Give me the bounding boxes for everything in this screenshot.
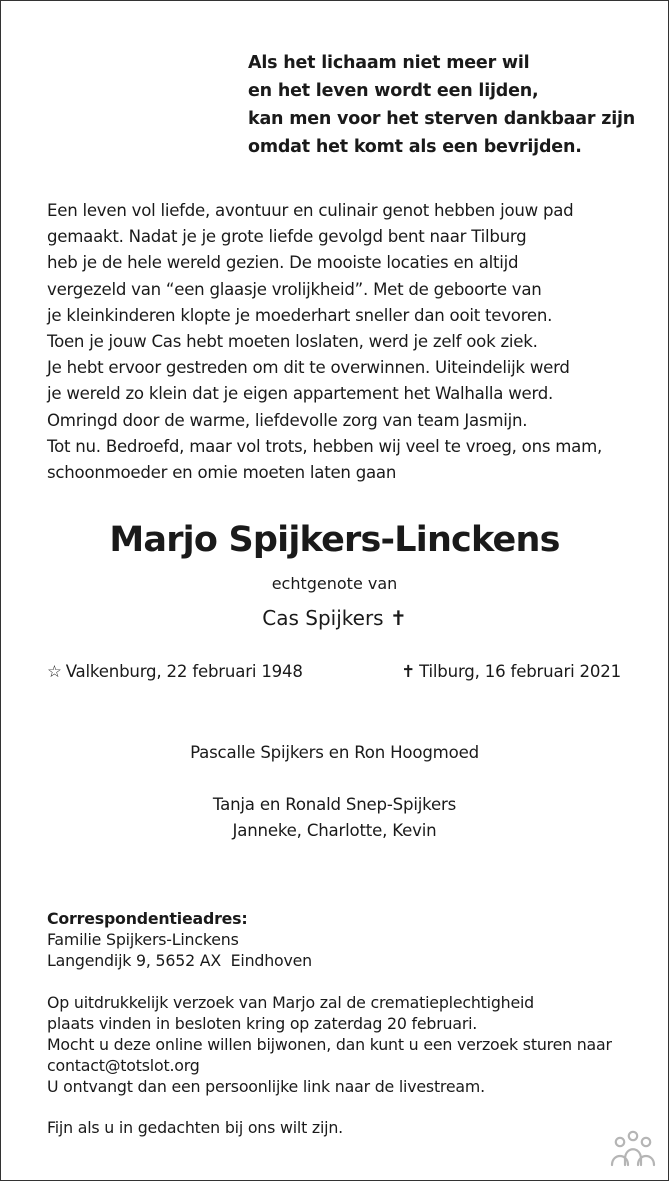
- ceremony-notice: [47, 992, 647, 1097]
- tribute-text: [47, 198, 647, 486]
- spouse-name: Cas Spijkers ✝: [262, 606, 407, 630]
- family-line: Janneke, Charlotte, Kevin: [232, 821, 437, 840]
- tribute-line: Toen je jouw Cas hebt moeten loslaten, werd je zelf ook ziek.: [47, 332, 538, 352]
- poem-line: kan men voor het sterven dankbaar zijn: [248, 109, 636, 129]
- tribute-line: heb je de hele wereld gezien. De mooiste locaties en altijd: [47, 253, 519, 273]
- spouse-label: echtgenote van: [271, 574, 398, 593]
- tribute-line: gemaakt. Nadat je je grote liefde gevolgd bent naar Tilburg: [47, 227, 527, 247]
- poem: [248, 49, 658, 161]
- family-line: Pascalle Spijkers en Ron Hoogmoed: [190, 743, 479, 762]
- tribute-line: Je hebt ervoor gestreden om dit te overwinnen. Uiteindelijk werd: [47, 358, 570, 378]
- birth-info: [47, 660, 303, 684]
- tribute-line: Omringd door de warme, liefdevolle zorg van team Jasmijn.: [47, 410, 528, 430]
- contact-email: contact@totslot.org: [47, 1056, 200, 1075]
- correspondence-title: Correspondentieadres:: [47, 909, 248, 928]
- birth-place-date: Valkenburg, 22 februari 1948: [65, 662, 303, 681]
- notice-line: Mocht u deze online willen bijwonen, dan kunt u een verzoek sturen naar: [47, 1035, 612, 1054]
- poem-line: omdat het komt als een bevrijden.: [248, 137, 582, 157]
- correspondence-line: Langendijk 9, 5652 AX Eindhoven: [47, 951, 312, 970]
- tribute-line: je wereld zo klein dat je eigen appartement het Walhalla werd.: [47, 384, 554, 404]
- notice-line: U ontvangt dan een persoonlijke link naar de livestream.: [47, 1077, 485, 1096]
- notice-line: Op uitdrukkelijk verzoek van Marjo zal de crematieplechtigheid: [47, 993, 535, 1012]
- correspondence-address: [47, 908, 647, 971]
- closing-line: Fijn als u in gedachten bij ons wilt zijn.: [47, 1118, 343, 1137]
- tribute-line: Tot nu. Bedroefd, maar vol trots, hebben wij veel te vroeg, ons mam,: [47, 436, 603, 456]
- star-icon: ☆: [47, 662, 62, 681]
- family-group-icon: [609, 1129, 657, 1167]
- poem-line: en het leven wordt een lijden,: [248, 81, 539, 101]
- tribute-line: Een leven vol liefde, avontuur en culinair genot hebben jouw pad: [47, 201, 574, 220]
- poem-line: Als het lichaam niet meer wil: [248, 53, 530, 73]
- correspondence-line: Familie Spijkers-Linckens: [47, 930, 239, 949]
- cross-icon: ✝: [401, 662, 416, 681]
- tribute-line: je kleinkinderen klopte je moederhart sneller dan ooit tevoren.: [47, 305, 553, 325]
- family-line: Tanja en Ronald Snep-Spijkers: [212, 795, 457, 814]
- deceased-name: Marjo Spijkers-Linckens: [109, 520, 560, 560]
- notice-line: plaats vinden in besloten kring op zaterdag 20 februari.: [47, 1014, 478, 1033]
- tribute-line: schoonmoeder en omie moeten laten gaan: [47, 463, 397, 483]
- death-info: [401, 660, 621, 684]
- tribute-line: vergezeld van “een glaasje vrolijkheid”. Met de geboorte van: [47, 279, 542, 299]
- death-place-date: Tilburg, 16 februari 2021: [419, 662, 621, 681]
